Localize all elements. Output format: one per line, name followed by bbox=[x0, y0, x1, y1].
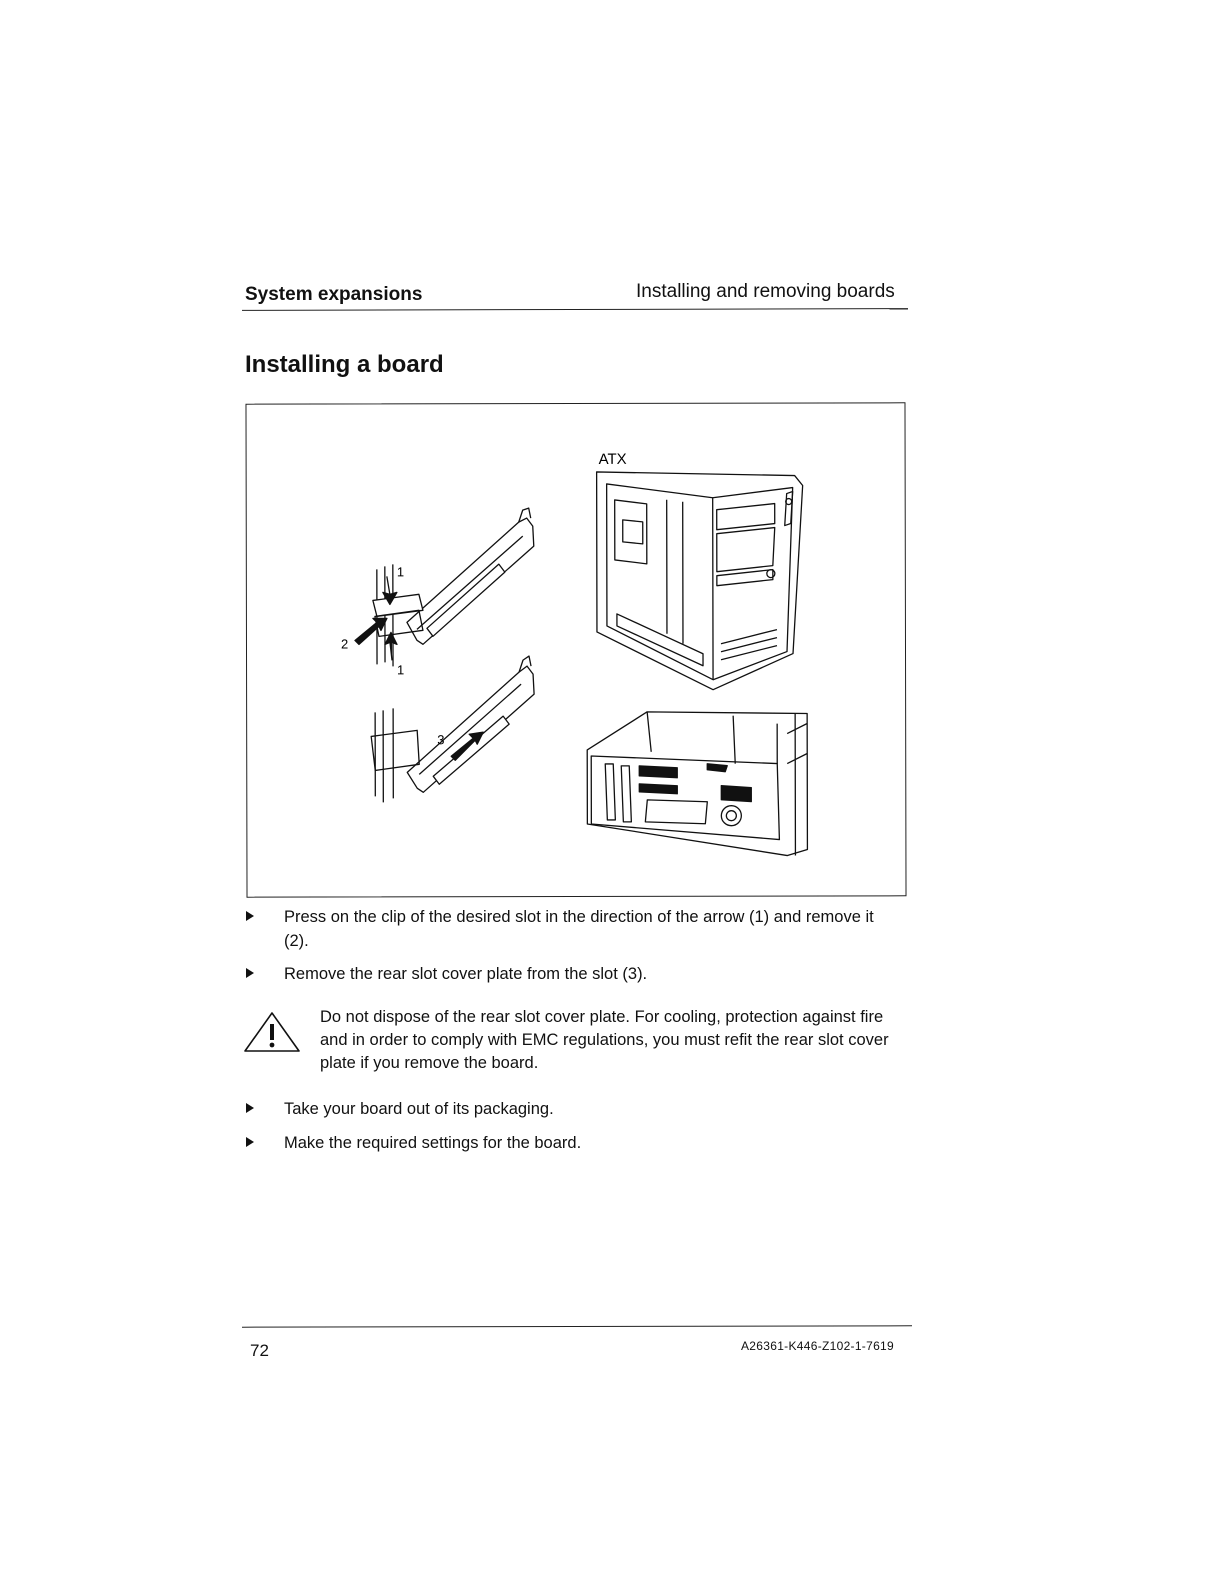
bullet-arrow-icon bbox=[246, 1137, 254, 1147]
footer-rule bbox=[242, 1325, 912, 1327]
list-item bbox=[246, 1131, 886, 1157]
warning-triangle-icon bbox=[243, 1011, 301, 1058]
figure-frame bbox=[245, 402, 906, 897]
bullet-arrow-icon bbox=[246, 968, 254, 978]
list-item bbox=[246, 1097, 886, 1123]
figure-step-1-bottom: 1 bbox=[397, 662, 405, 678]
list-item bbox=[246, 962, 886, 988]
atx-tower-illustration bbox=[597, 472, 803, 690]
figure-step-1-top: 1 bbox=[396, 564, 405, 580]
installation-illustration bbox=[246, 403, 905, 896]
step-text: Press on the clip of the desired slot in the direction of the arrow (1) and remove it (2). bbox=[284, 908, 874, 950]
bullet-arrow-icon bbox=[246, 911, 254, 921]
page-title: Installing a board bbox=[245, 351, 444, 378]
figure-step-2: 2 bbox=[340, 636, 349, 652]
slot-clip-upper bbox=[355, 508, 534, 666]
step-text: Remove the rear slot cover plate from the slot (3). bbox=[284, 965, 648, 983]
document-code: A26361-K446-Z102-1-7619 bbox=[741, 1339, 895, 1353]
list-item bbox=[246, 905, 886, 955]
page-number: 72 bbox=[250, 1341, 269, 1360]
desktop-chassis-illustration bbox=[587, 712, 807, 856]
figure-label-atx: ATX bbox=[598, 450, 627, 468]
slot-cover-plate-lower bbox=[371, 656, 534, 802]
header-section: Installing and removing boards bbox=[636, 281, 895, 302]
header-chapter: System expansions bbox=[245, 284, 423, 305]
figure-step-3: 3 bbox=[437, 732, 445, 748]
step-text: Take your board out of its packaging. bbox=[284, 1100, 554, 1118]
bullet-arrow-icon bbox=[246, 1103, 254, 1113]
step-text: Make the required settings for the board. bbox=[284, 1134, 582, 1152]
header-rule bbox=[242, 308, 908, 311]
warning-text: Do not dispose of the rear slot cover plate. For cooling, protection against fire and in order to comply with EMC regulations, you must refit the rear slot cover plate if you remove the board. bbox=[320, 1008, 889, 1072]
